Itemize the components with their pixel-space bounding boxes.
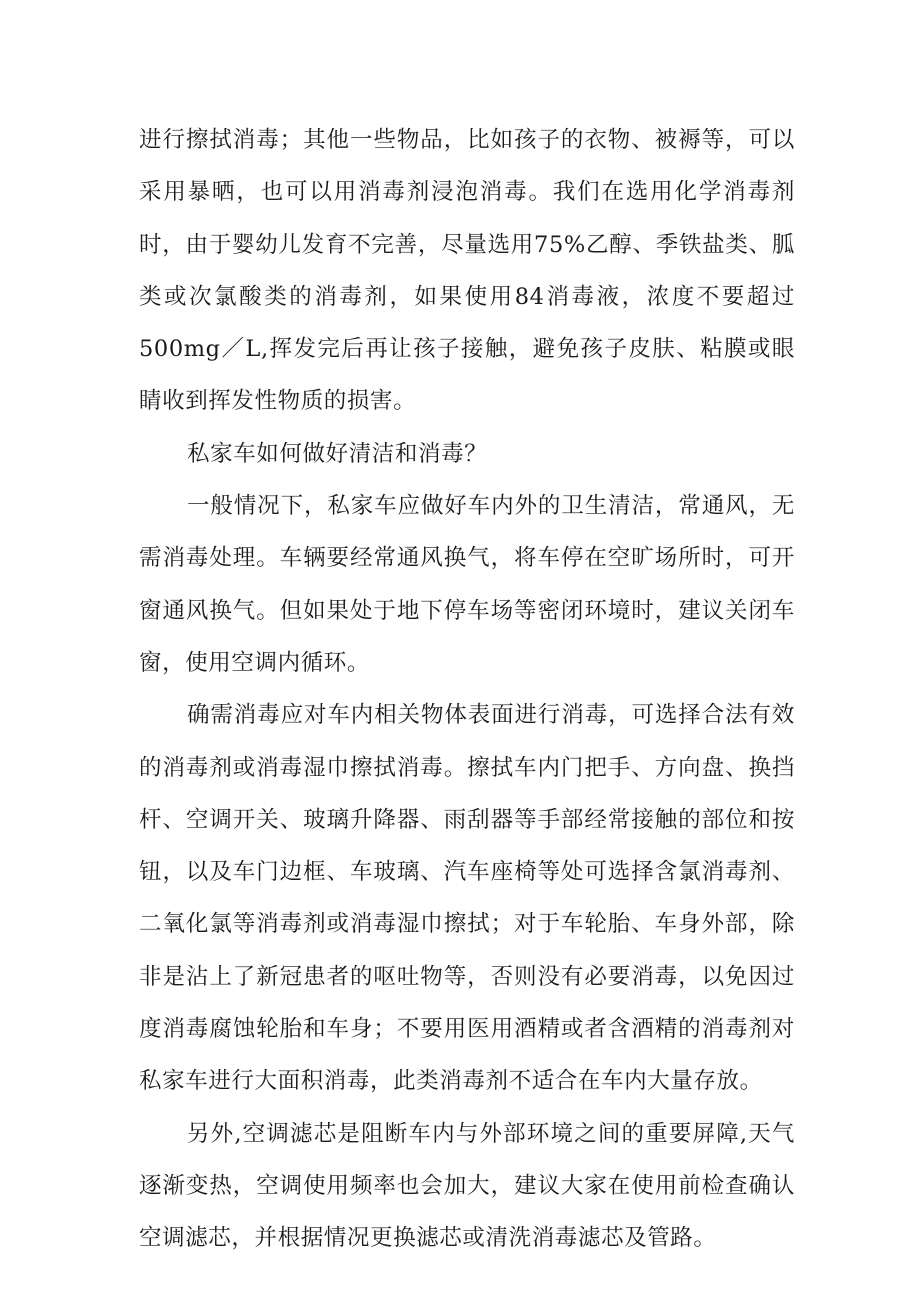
section-heading-private-car: 私家车如何做好清洁和消毒？ (187, 440, 488, 467)
paragraph-ac-filter: 另外,空调滤芯是阻断车内与外部环境之间的重要屏障,天气逐渐变热，空调使用频率也会加大，建议大家在使用前检查确认空调滤芯，并根据情况更换滤芯或清洗消毒滤芯及管路。 (139, 1120, 795, 1252)
paragraph-car-disinfection: 确需消毒应对车内相关物体表面进行消毒，可选择合法有效的消毒剂或消毒湿巾擦拭消毒。擦拭车内门把手、方向盘、换挡杆、空调开关、玻璃升降器、雨刮器等手部经常接触的部位和按钮，以及车门边框、车玻璃、汽车座椅等处可选择含氯消毒剂、二氧化氯等消毒剂或消毒湿巾擦拭；对于车轮胎、车身外部，除非是沾上了新冠患者的呕吐物等，否则没有必要消毒，以免因过度消毒腐蚀轮胎和车身；不要用医用酒精或者含酒精的消毒剂对私家车进行大面积消毒，此类消毒剂不适合在车内大量存放。 (139, 702, 795, 1095)
paragraph-continued-disinfection-items: 进行擦拭消毒；其他一些物品，比如孩子的衣物、被褥等，可以采用暴晒，也可以用消毒剂浸泡消毒。我们在选用化学消毒剂时，由于婴幼儿发育不完善，尽量选用75%乙醇、季铁盐类、胍类或次氯酸类的消毒剂，如果使用84消毒液，浓度不要超过500mg／L,挥发完后再让孩子接触，避免孩子皮肤、粘膜或眼睛收到挥发性物质的损害。 (139, 127, 795, 415)
document-body (139, 114, 795, 1265)
paragraph-car-ventilation: 一般情况下，私家车应做好车内外的卫生清洁，常通风，无需消毒处理。车辆要经常通风换气，将车停在空旷场所时，可开窗通风换气。但如果处于地下停车场等密闭环境时，建议关闭车窗，使用空调内循环。 (139, 493, 795, 676)
